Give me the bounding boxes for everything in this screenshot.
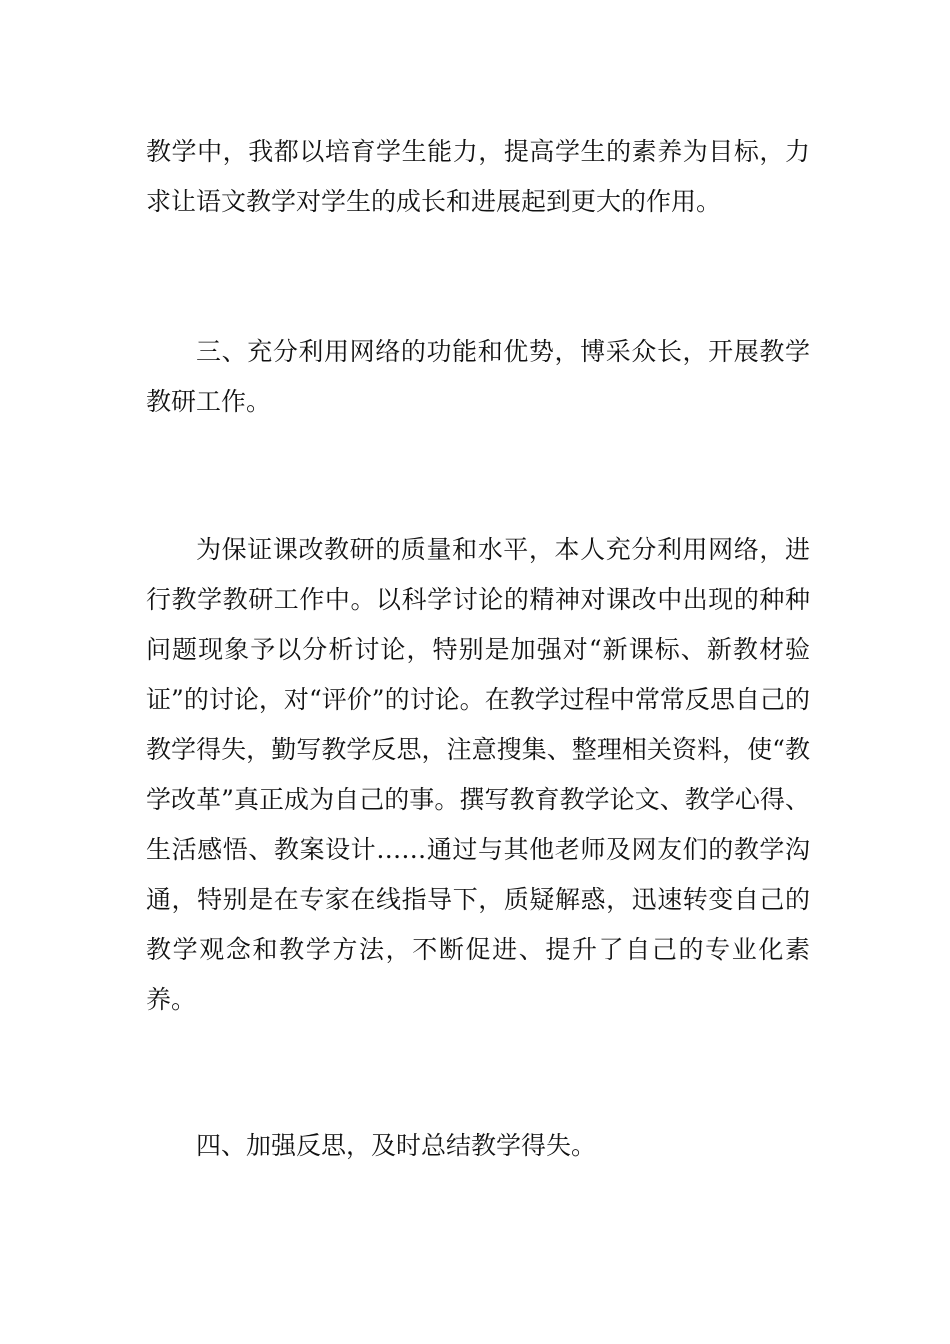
section-heading-four: 四、加强反思，及时总结教学得失。 (196, 1131, 597, 1160)
paragraph-continuation: 教学中，我都以培育学生能力，提高学生的素养为目标，力求让语文教学对学生的成长和进展起到更大的作用。 (146, 137, 810, 216)
section-heading-three: 三、充分利用网络的功能和优势，博采众长，开展教学教研工作。 (146, 337, 810, 416)
paragraph-body: 为保证课改教研的质量和水平，本人充分利用网络，进行教学教研工作中。以科学讨论的精神对课改中出现的种种问题现象予以分析讨论，特别是加强对“新课标、新教材验证”的讨论，对“评价”的讨论。在教学过程中常常反思自己的教学得失，勤写教学反思，注意搜集、整理相关资料，使“教学改革”真正成为自己的事。撰写教育教学论文、教学心得、生活感悟、教案设计……通过与其他老师及网友们的教学沟通，特别是在专家在线指导下，质疑解惑，迅速转变自己的教学观念和教学方法，不断促进、提升了自己的专业化素养。 (146, 535, 810, 1014)
